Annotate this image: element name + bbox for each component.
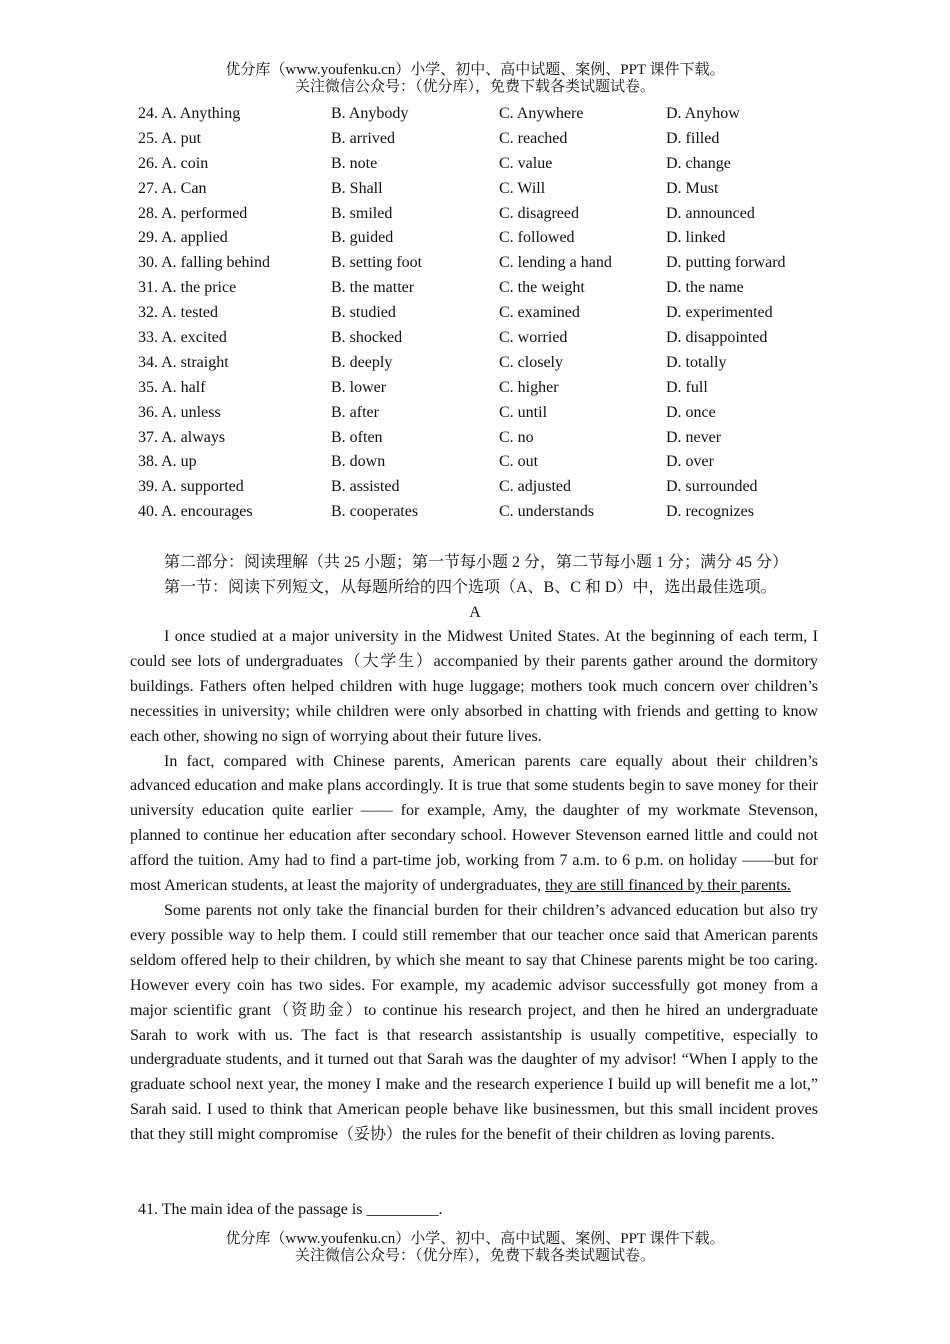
option-a: 28. A. performed [138, 204, 248, 222]
footer-line-2: 关注微信公众号：（优分库），免费下载各类试题试卷。 [294, 1248, 655, 1264]
option-c: C. no [499, 428, 534, 446]
option-row [138, 301, 838, 326]
option-row [138, 276, 838, 301]
option-c: C. Will [499, 179, 546, 197]
section-instruction: 第一节：阅读下列短文，从每题所给的四个选项（A、B、C 和 D）中，选出最佳选项。 [164, 579, 777, 596]
option-a: 27. A. Can [138, 179, 207, 197]
options-table [138, 102, 838, 525]
option-a: 36. A. unless [138, 403, 221, 421]
passage-paragraph-2 [130, 750, 818, 899]
option-a: 39. A. supported [138, 478, 244, 496]
option-d: D. the name [666, 279, 744, 297]
option-c: C. closely [499, 353, 563, 371]
option-a: 37. A. always [138, 428, 226, 446]
option-a: 26. A. coin [138, 154, 209, 172]
option-d: D. never [666, 428, 722, 446]
option-b: B. the matter [331, 279, 415, 297]
option-b: B. shocked [331, 329, 403, 347]
option-b: B. after [331, 403, 379, 421]
reading-passage [130, 625, 818, 1148]
underlined-phrase: they are still financed by their parents. [545, 877, 791, 895]
option-a: 34. A. straight [138, 353, 229, 371]
option-row [138, 376, 838, 401]
option-b: B. arrived [331, 129, 395, 147]
option-a: 29. A. applied [138, 229, 228, 247]
passage-label: A [469, 604, 481, 621]
option-row [138, 102, 838, 127]
option-b: B. guided [331, 229, 394, 247]
option-row [138, 226, 838, 251]
option-b: B. down [331, 453, 386, 471]
option-d: D. full [666, 378, 708, 396]
option-row [138, 351, 838, 376]
question-41: 41. The main idea of the passage is _________. [138, 1201, 443, 1218]
option-d: D. experimented [666, 304, 773, 322]
option-a: 30. A. falling behind [138, 254, 270, 272]
option-row [138, 202, 838, 227]
option-c: C. lending a hand [499, 254, 612, 272]
option-a: 35. A. half [138, 378, 206, 396]
option-c: C. until [499, 403, 548, 421]
passage-paragraph-3: Some parents not only take the financial burden for their children’s advanced education but also try every possible way to help them. I could still remember that our teacher once said that American parents seldom offered help to their children, by which she meant to say that Chinese parents might be too caring. However every coin has two sides. For example, my academic advisor successfully got money from a major scientific grant（资助金）to continue his research project, and then he hired an undergraduate Sarah to work with us. The fact is that research assistantship is usually competitive, especially to undergraduate students, and it turned out that Sarah was the daughter of my advisor! “When I apply to the graduate school next year, the money I make and the research experience I build up will benefit me a lot,” Sarah said. I used to think that American people behave like businessmen, but this small incident proves that they still might compromise（妥协）the rules for the benefit of their children as loving parents. [130, 901, 818, 1144]
option-row [138, 450, 838, 475]
option-d: D. Anyhow [666, 105, 740, 122]
option-b: B. note [331, 154, 378, 172]
option-a: 31. A. the price [138, 279, 237, 297]
page-header [0, 62, 950, 96]
passage-paragraph-1: I once studied at a major university in the Midwest United States. At the beginning of each term, I could see lots of undergraduates（大学生）accompanied by their parents gather around the dormitory buildings. Fathers often helped children with huge luggage; mothers took much concern over children’s necessities in university; while children were only absorbed in chatting with friends and getting to know each other, showing no sign of worrying about their future lives. [130, 628, 818, 745]
footer-line-1: 优分库（www.youfenku.cn）小学、初中、高中试题、案例、PPT 课件下载。 [225, 1231, 725, 1247]
option-a: 38. A. up [138, 453, 197, 471]
header-line-1: 优分库（www.youfenku.cn）小学、初中、高中试题、案例、PPT 课件下载。 [225, 62, 725, 78]
option-c: C. higher [499, 378, 559, 396]
option-row [138, 152, 838, 177]
option-b: B. studied [331, 304, 396, 322]
option-d: D. disappointed [666, 329, 768, 347]
option-row [138, 251, 838, 276]
option-c: C. the weight [499, 279, 585, 297]
option-row [138, 127, 838, 152]
option-b: B. Shall [331, 179, 383, 197]
option-c: C. adjusted [499, 478, 571, 496]
option-d: D. announced [666, 204, 755, 222]
option-c: C. Anywhere [499, 105, 584, 122]
option-b: B. lower [331, 378, 387, 396]
option-c: C. followed [499, 229, 575, 247]
option-a: 32. A. tested [138, 304, 218, 322]
page-footer [0, 1231, 950, 1265]
option-c: C. value [499, 154, 553, 172]
option-a: 24. A. Anything [138, 105, 241, 122]
option-b: B. cooperates [331, 503, 419, 521]
option-b: B. deeply [331, 353, 393, 371]
option-d: D. surrounded [666, 478, 758, 496]
option-row [138, 475, 838, 500]
option-b: B. smiled [331, 204, 393, 222]
option-d: D. linked [666, 229, 726, 247]
option-c: C. worried [499, 329, 568, 347]
option-d: D. putting forward [666, 254, 786, 272]
option-d: D. filled [666, 129, 720, 147]
option-d: D. once [666, 403, 716, 421]
option-b: B. assisted [331, 478, 400, 496]
option-b: B. setting foot [331, 254, 423, 272]
option-d: D. Must [666, 179, 719, 197]
option-a: 40. A. encourages [138, 503, 253, 521]
option-c: C. reached [499, 129, 568, 147]
option-row [138, 177, 838, 202]
option-d: D. totally [666, 353, 727, 371]
paragraph-2-text: In fact, compared with Chinese parents, American parents care equally about their children’s advanced education and make plans accordingly. It is true that some students begin to save money for their university education quite earlier —— for example, Amy, the daughter of my workmate Stevenson, planned to continue her education after secondary school. However Stevenson earned little and could not afford the tuition. Amy had to find a part-time job, working from 7 a.m. to 6 p.m. on holiday ——but for most American students, at least the majority of undergraduates, [130, 752, 818, 895]
option-b: B. Anybody [331, 105, 409, 122]
option-c: C. understands [499, 503, 595, 521]
option-row [138, 326, 838, 351]
option-c: C. out [499, 453, 539, 471]
part-title: 第二部分：阅读理解（共 25 小题；第一节每小题 2 分，第二节每小题 1 分；满分 45 分） [164, 554, 789, 571]
header-line-2: 关注微信公众号：（优分库），免费下载各类试题试卷。 [294, 79, 655, 95]
option-d: D. change [666, 154, 731, 172]
option-d: D. over [666, 453, 714, 471]
option-a: 25. A. put [138, 129, 202, 147]
option-row [138, 500, 838, 525]
option-d: D. recognizes [666, 503, 754, 521]
option-c: C. disagreed [499, 204, 579, 222]
option-c: C. examined [499, 304, 580, 322]
option-row [138, 401, 838, 426]
option-b: B. often [331, 428, 383, 446]
option-row [138, 426, 838, 451]
option-a: 33. A. excited [138, 329, 227, 347]
